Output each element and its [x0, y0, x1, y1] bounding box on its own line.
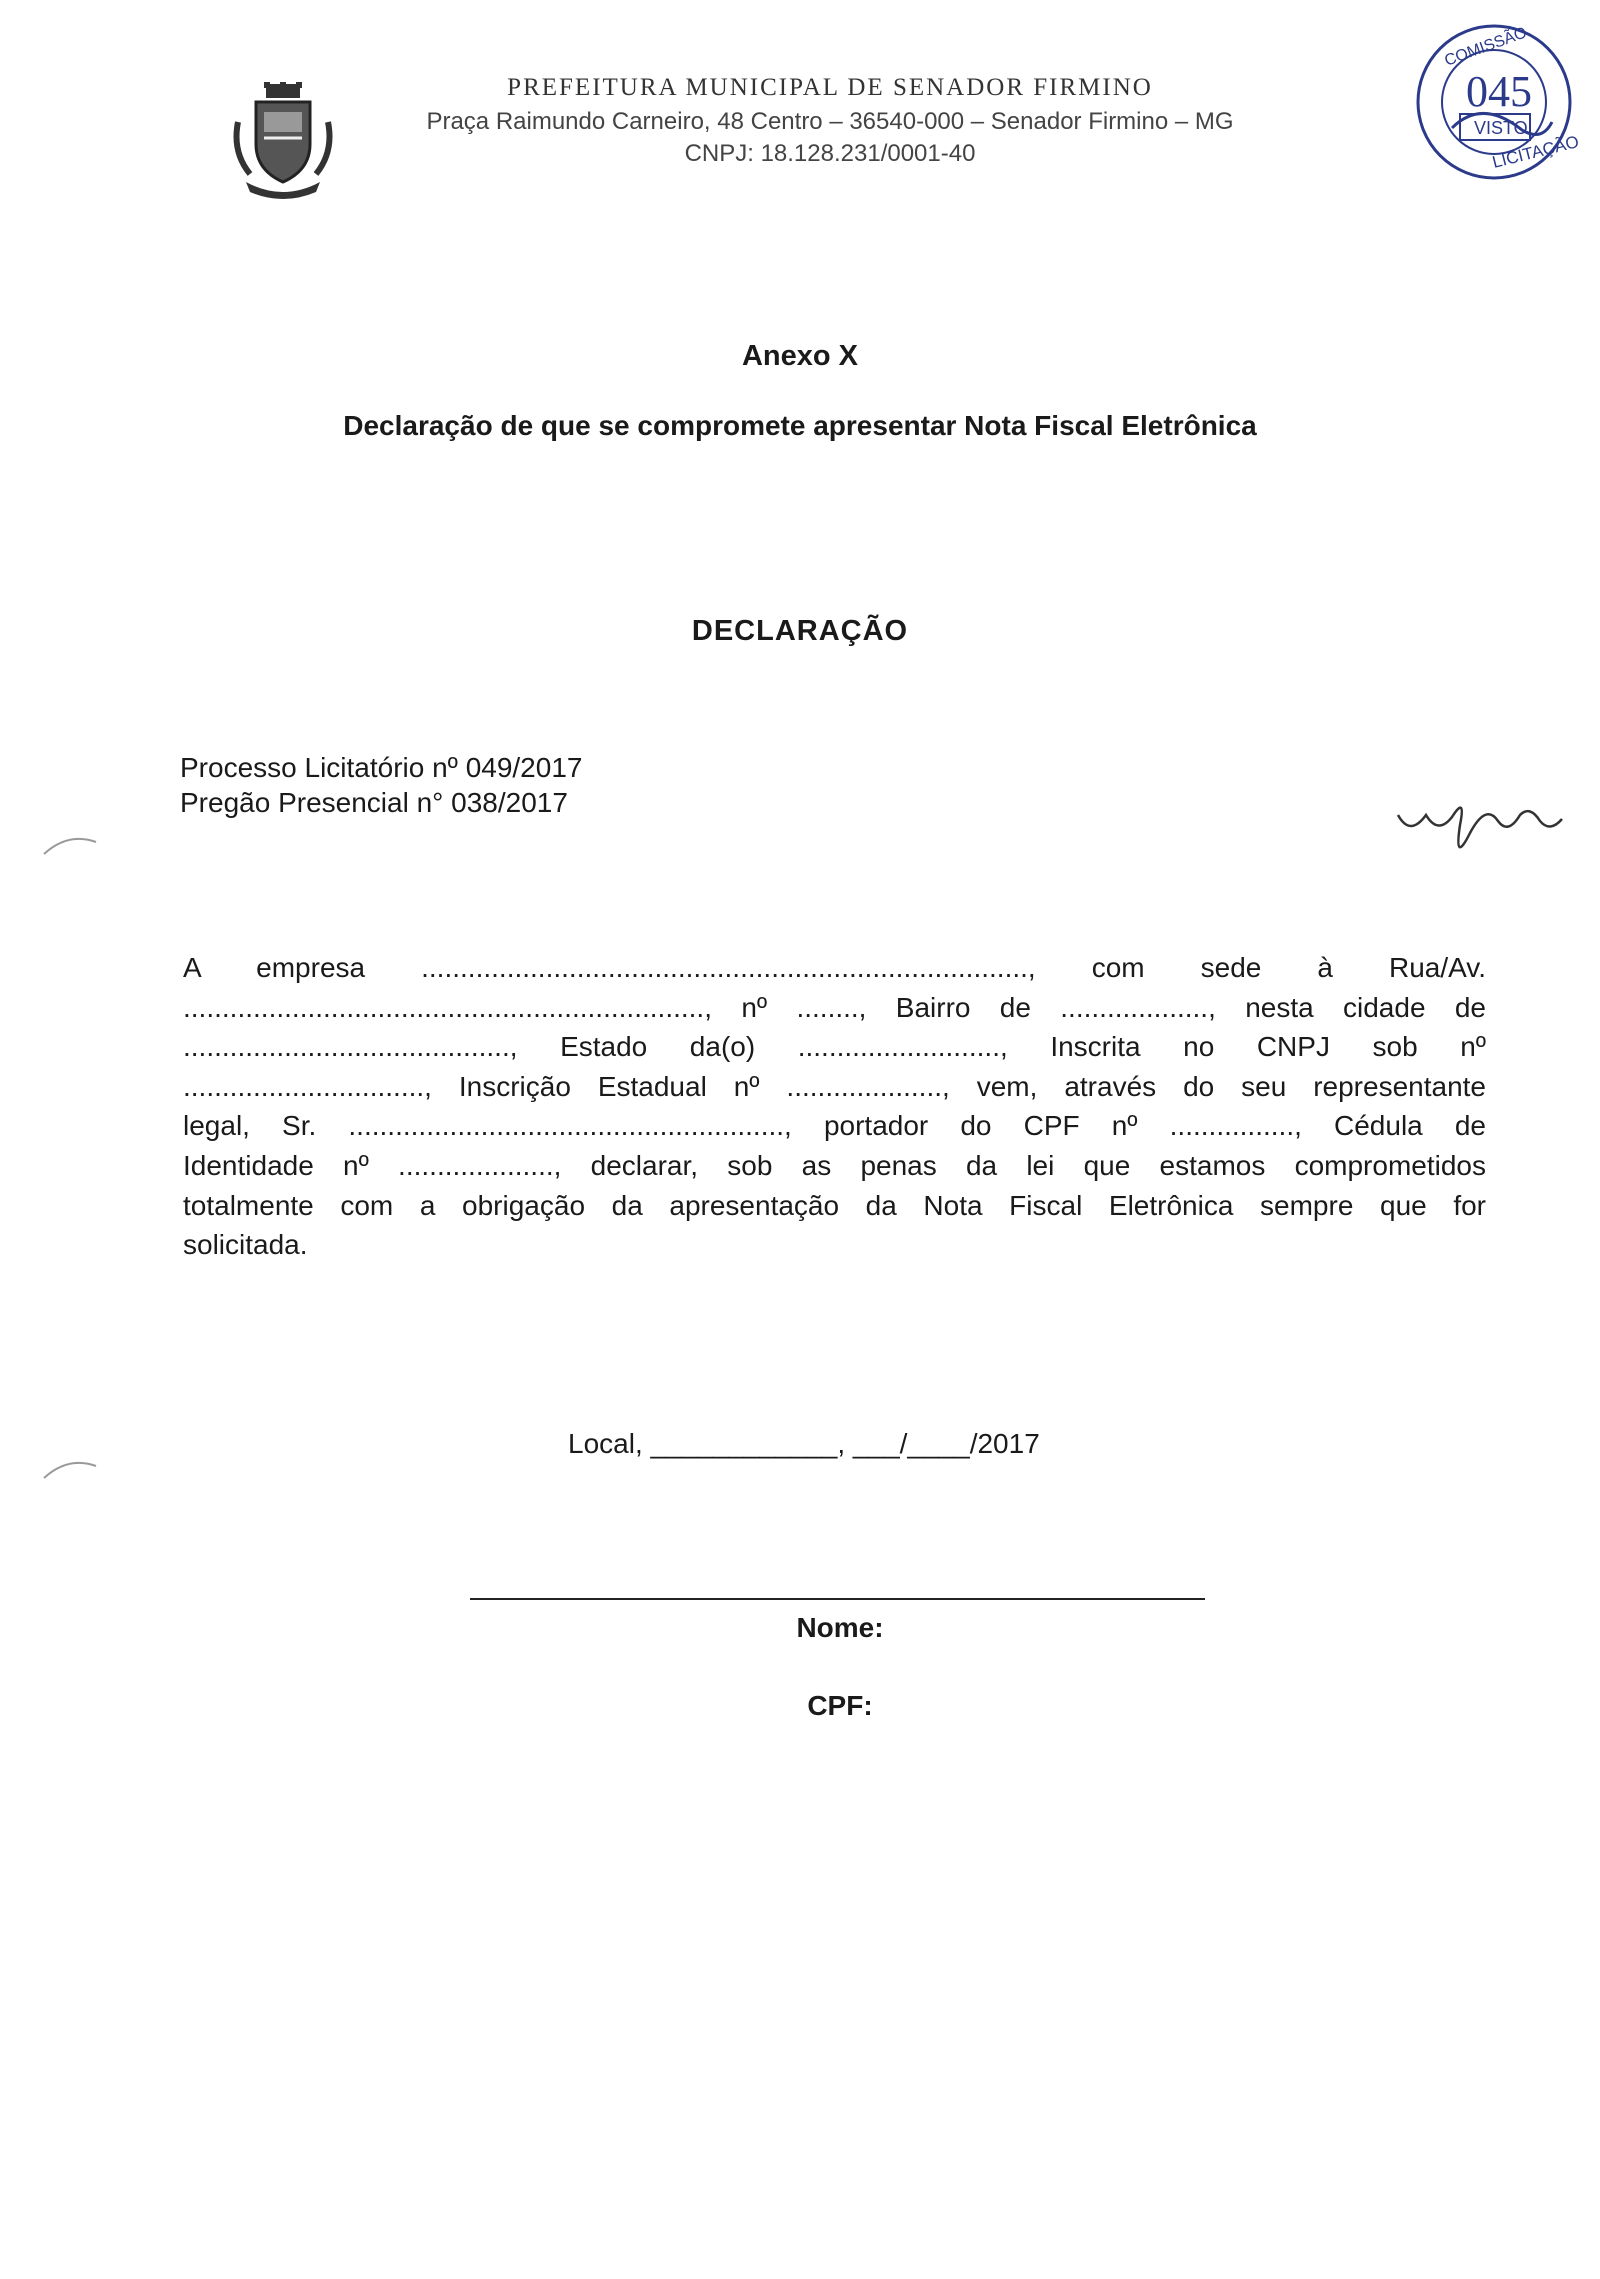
- svg-text:COMISSÃO: COMISSÃO: [1442, 24, 1530, 70]
- declaration-heading: DECLARAÇÃO: [691, 615, 909, 647]
- svg-text:045: 045: [1466, 67, 1532, 116]
- body-line-last: solicitada.: [183, 1229, 308, 1261]
- municipal-crest-icon: [228, 82, 338, 202]
- body-line: ..................................................................., nº ........, Bairro de ..................., nesta cidade de: [183, 991, 1486, 1023]
- declaration-subtitle: Declaração de que se compromete apresentar Nota Fiscal Eletrônica: [343, 410, 1257, 441]
- body-line: totalmente com a obrigação da apresentação da Nota Fiscal Eletrônica sempre que for: [183, 1189, 1486, 1221]
- body-line: ..............................., Inscrição Estadual nº ...................., vem, através do seu representante: [183, 1070, 1486, 1102]
- pregao-number: Pregão Presencial n° 038/2017: [180, 787, 568, 818]
- handwritten-initials: [1390, 775, 1570, 875]
- header-title: PREFEITURA MUNICIPAL DE SENADOR FIRMINO: [507, 74, 1153, 101]
- body-line: A empresa .............................................................................., com sede à Rua/Av.: [183, 952, 1486, 983]
- process-number: Processo Licitatório nº 049/2017: [180, 752, 583, 783]
- cpf-label: CPF:: [807, 1690, 873, 1721]
- nome-label: Nome:: [796, 1612, 884, 1643]
- declaration-body: [183, 948, 1486, 1265]
- commission-seal-stamp: [1402, 18, 1584, 186]
- header-cnpj: CNPJ: 18.128.231/0001-40: [684, 140, 976, 167]
- margin-mark: [40, 828, 100, 858]
- body-line: legal, Sr. ........................................................, portador do CPF nº ................, Cédula de: [183, 1110, 1486, 1142]
- body-line: .........................................., Estado da(o) .........................., Inscrita no CNPJ sob nº: [183, 1031, 1486, 1063]
- local-date-line: Local, ____________, ___/____/2017: [568, 1428, 1040, 1459]
- svg-text:VISTO: VISTO: [1474, 118, 1528, 138]
- margin-mark: [40, 1452, 100, 1482]
- header-address: Praça Raimundo Carneiro, 48 Centro – 36540-000 – Senador Firmino – MG: [426, 108, 1234, 135]
- svg-text:LICITAÇÃO: LICITAÇÃO: [1490, 132, 1581, 172]
- body-line: Identidade nº ...................., declarar, sob as penas da lei que estamos comprometidos: [183, 1149, 1486, 1181]
- signature-line: [470, 1598, 1205, 1600]
- annex-title: Anexo X: [741, 340, 859, 372]
